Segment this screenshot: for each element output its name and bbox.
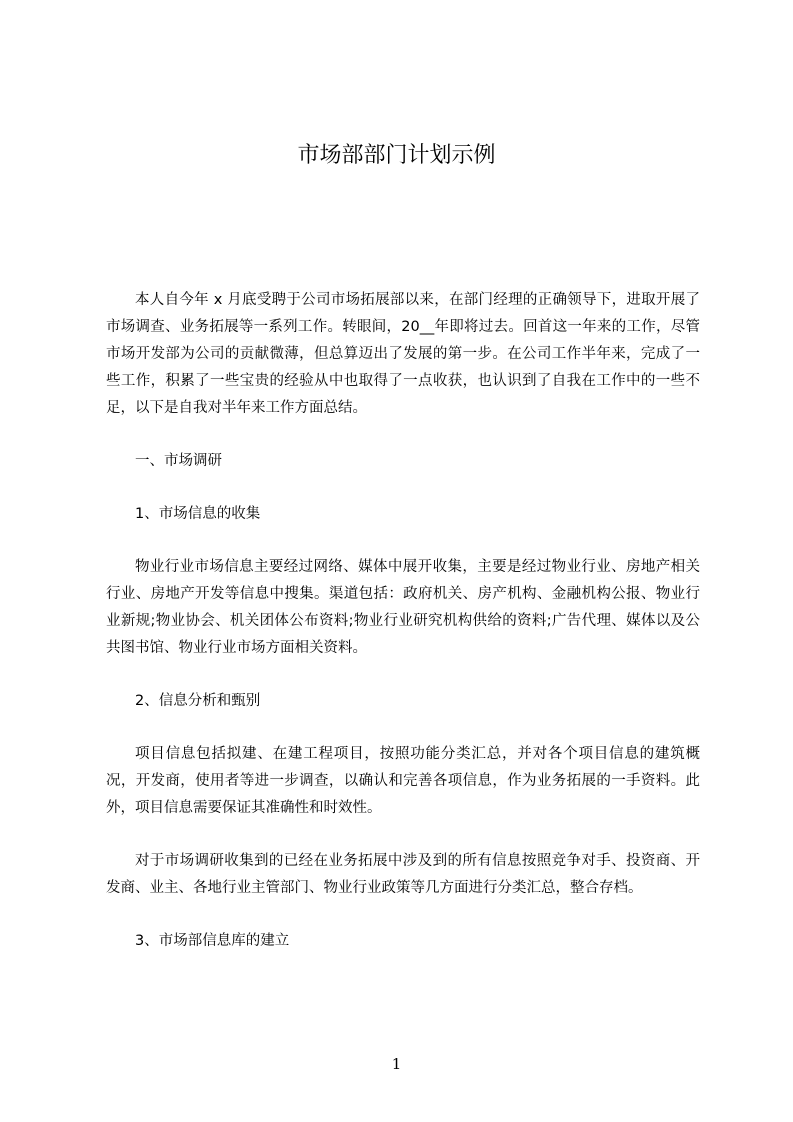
subsection-heading-info-analysis: 2、信息分析和甄别	[135, 693, 261, 709]
paragraph-gap	[106, 528, 700, 554]
document-title: 市场部部门计划示例	[297, 143, 496, 168]
paragraph-gap	[106, 822, 700, 848]
paragraph-gap	[106, 662, 700, 688]
subsection-heading-info-collection: 1、市场信息的收集	[135, 506, 261, 522]
section-heading-market-research: 一、市场调研	[135, 453, 222, 469]
paragraph-info-archiving: 对于市场调研收集到的已经在业务拓展中涉及到的所有信息按照竞争对手、投资商、开发商、业主、各地行业主管部门、物业行业政策等几方面进行分类汇总，整合存档。	[106, 853, 700, 896]
subsection-heading-database: 3、市场部信息库的建立	[135, 933, 290, 949]
paragraph-gap	[106, 715, 700, 741]
page-number: 1	[391, 1055, 402, 1073]
paragraph-info-analysis: 项目信息包括拟建、在建工程项目，按照功能分类汇总，并对各个项目信息的建筑概况，开发商，使用者等进一步调查，以确认和完善各项信息，作为业务拓展的一手资料。此外，项目信息需要保证其准确性和时效性。	[106, 746, 700, 816]
paragraph-intro: 本人自今年 x 月底受聘于公司市场拓展部以来，在部门经理的正确领导下，进取开展了市场调查、业务拓展等一系列工作。转眼间，20__年即将过去。回首这一年来的工作，尽管市场开发部为公司的贡献微薄，但总算迈出了发展的第一步。在公司工作半年来，完成了一些工作，积累了一些宝贵的经验从中也取得了一点收获，也认识到了自我在工作中的一些不足，以下是自我对半年来工作方面总结。	[106, 292, 700, 416]
paragraph-info-collection: 物业行业市场信息主要经过网络、媒体中展开收集，主要是经过物业行业、房地产相关行业、房地产开发等信息中搜集。渠道包括：政府机关、房产机构、金融机构公报、物业行业新规;物业协会、机关团体公布资料;物业行业研究机构供给的资料;广告代理、媒体以及公共图书馆、物业行业市场方面相关资料。	[106, 559, 700, 656]
paragraph-gap	[106, 902, 700, 928]
document-body	[106, 287, 700, 955]
paragraph-gap	[106, 422, 700, 448]
paragraph-gap	[106, 475, 700, 501]
